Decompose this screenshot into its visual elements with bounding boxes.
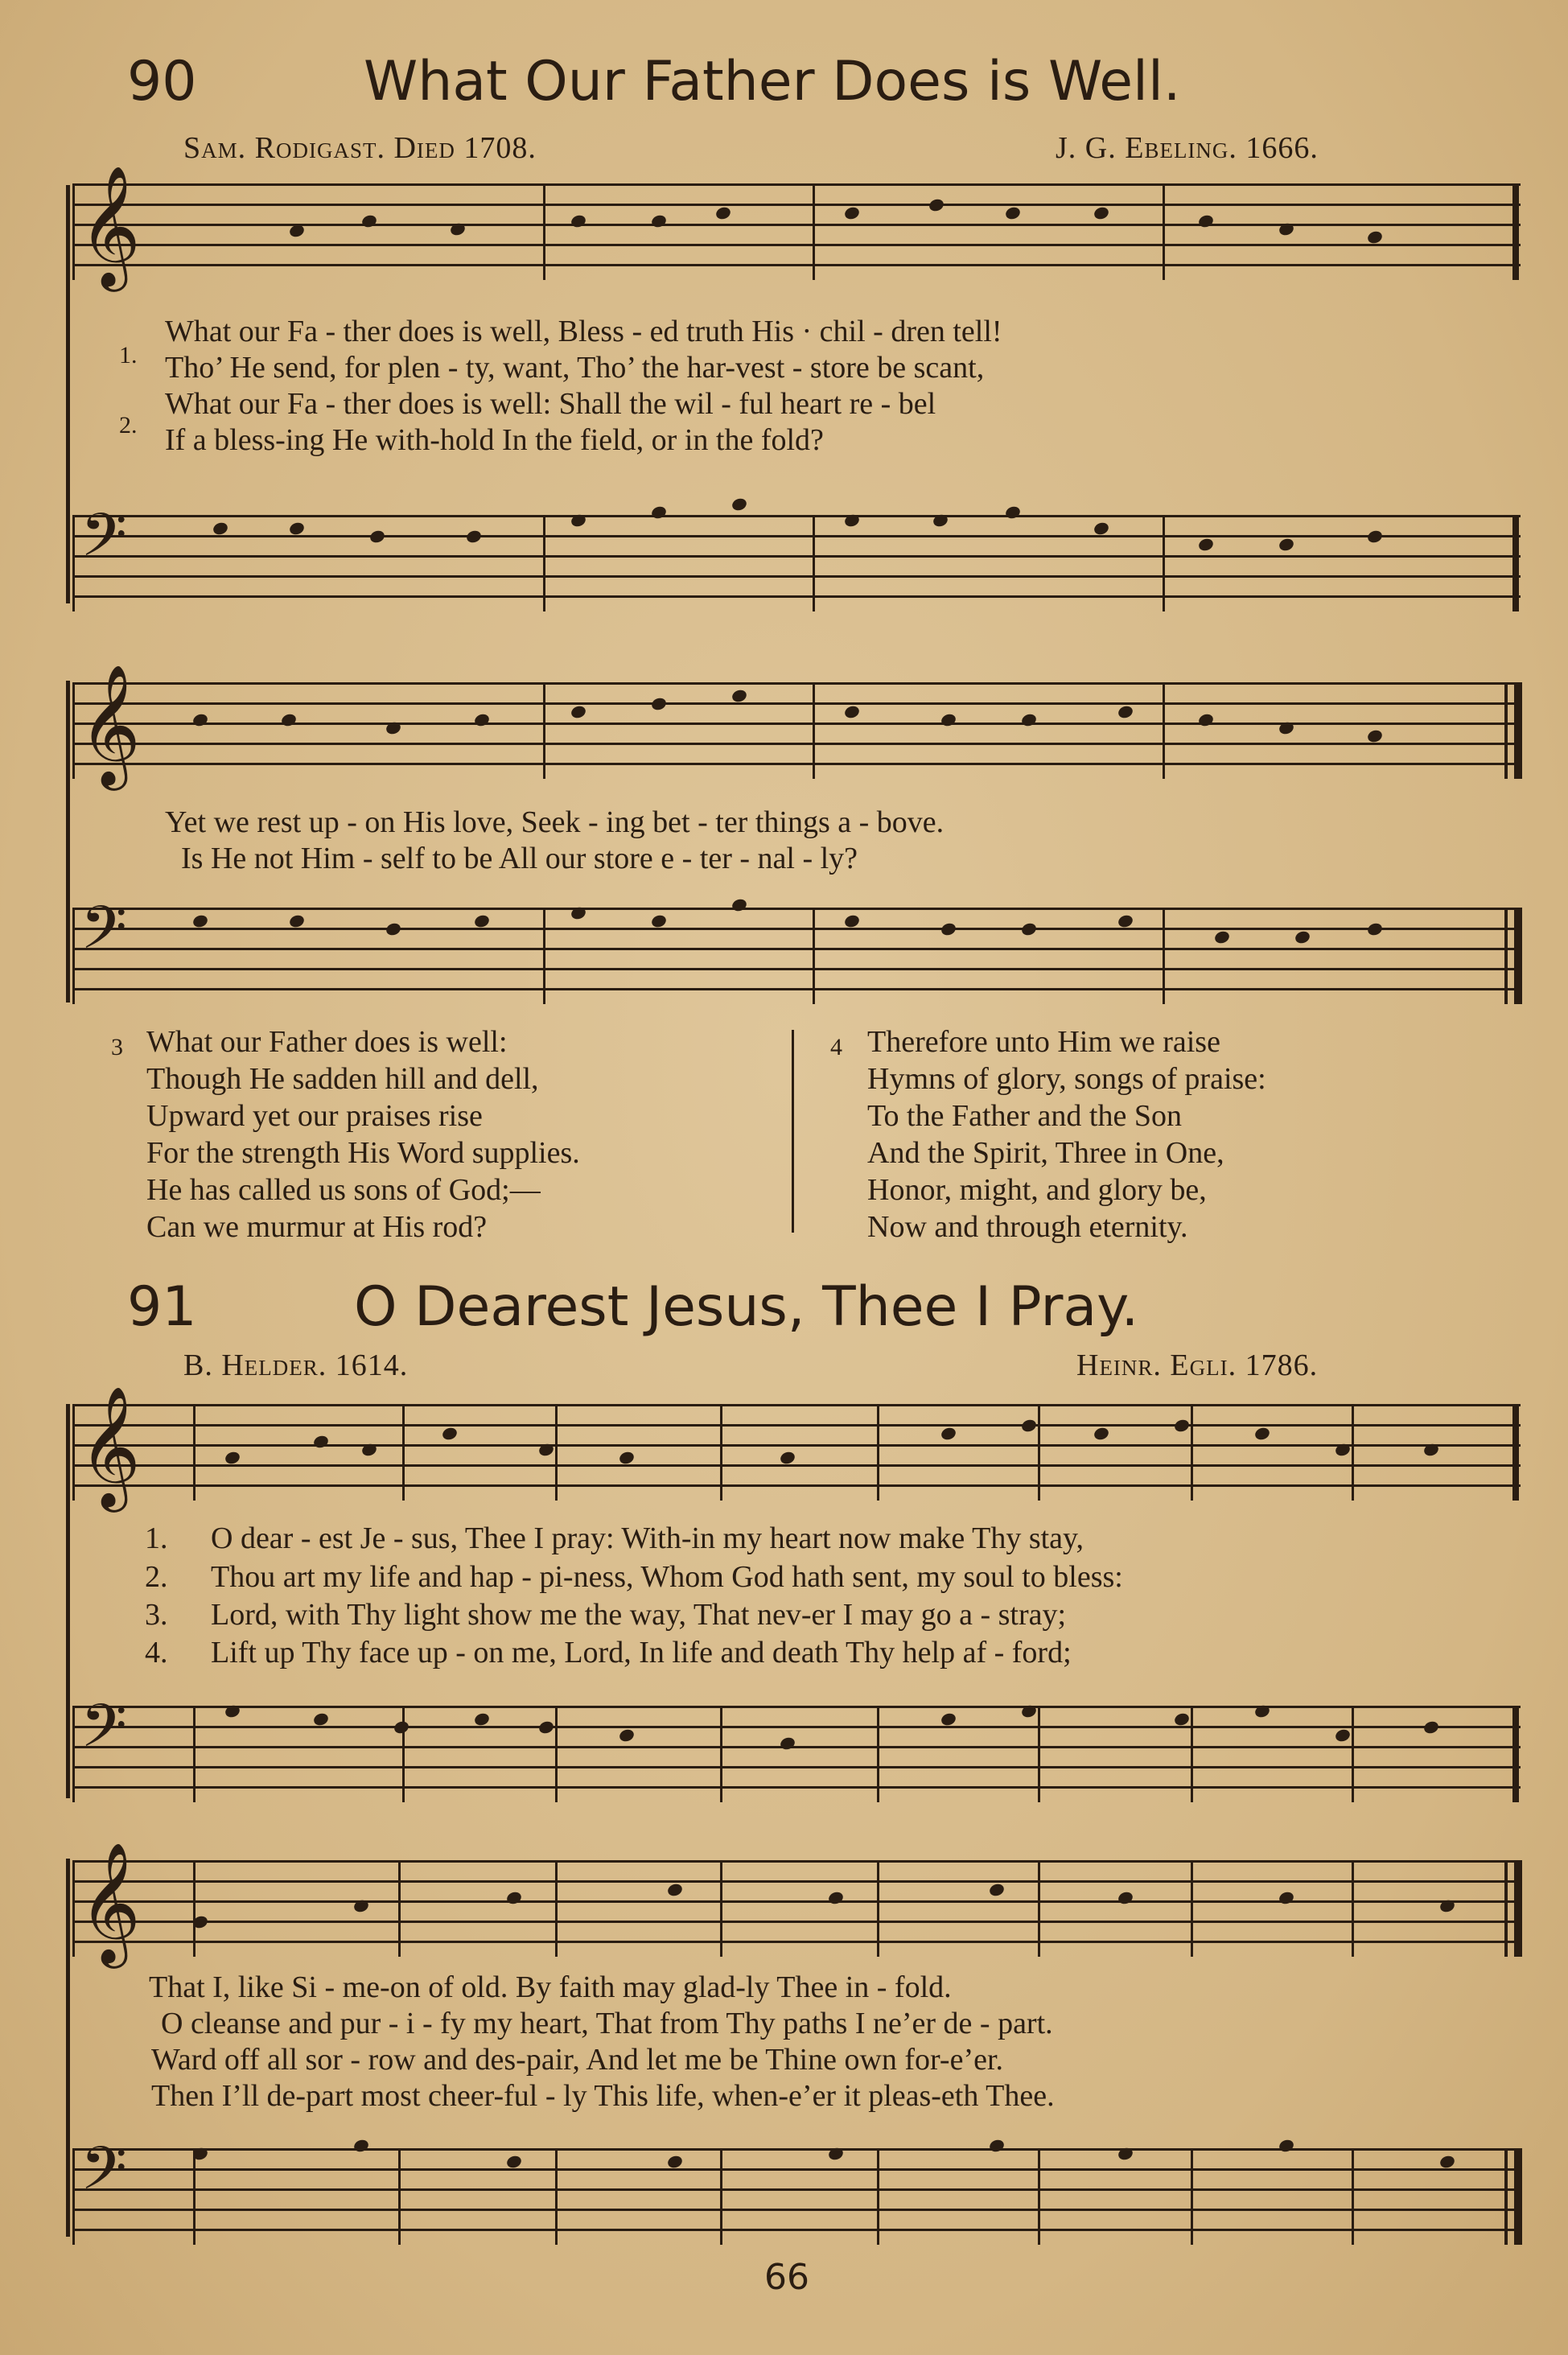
- lyric-line: Is He not Him - self to be All our store e - ter - nal - ly?: [181, 842, 858, 875]
- verse-number: 3: [111, 1034, 123, 1060]
- bass-staff: [72, 1691, 1521, 1802]
- lyric-line: Lift up Thy face up - on me, Lord, In life and death Thy help af - ford;: [211, 1636, 1072, 1669]
- hymn-title: What Our Father Does is Well.: [364, 50, 1181, 113]
- treble-staff: [72, 663, 1521, 785]
- hymn-composer: Heinr. Egli. 1786.: [1076, 1348, 1319, 1382]
- lyric-line: Lord, with Thy light show me the way, That nev-er I may go a - stray;: [211, 1598, 1067, 1632]
- verse-4: Therefore unto Him we raise Hymns of glory, songs of praise: To the Father and the Son And the Spirit, Three in One, Honor, might, and glory be, Now and through eternity.: [867, 1025, 1266, 1244]
- bass-clef-icon: 𝄢: [80, 893, 127, 978]
- hymn-composer: J. G. Ebeling. 1666.: [1056, 131, 1319, 165]
- verse-number: 4.: [145, 1636, 168, 1669]
- hymn-91-header: [0, 1275, 1568, 1348]
- bass-staff: [72, 500, 1521, 611]
- verse-number: 3.: [145, 1598, 168, 1632]
- hymn-title: O Dearest Jesus, Thee I Pray.: [354, 1275, 1139, 1339]
- verse-number: 1.: [145, 1521, 168, 1555]
- bass-clef-icon: 𝄢: [80, 2134, 127, 2218]
- lyric-line: O dear - est Je - sus, Thee I pray: With-in my heart now make Thy stay,: [211, 1521, 1084, 1555]
- lyric-line: What our Fa - ther does is well: Shall the wil - ful heart re - bel: [165, 387, 936, 421]
- system-brace: [66, 1404, 70, 1798]
- verse-3: What our Father does is well: Though He sadden hill and dell, Upward yet our praises rise For the strength His Word supplies. He has called us sons of God;— Can we murmur at His rod?: [146, 1025, 580, 1244]
- treble-clef-icon: 𝄞: [79, 164, 141, 286]
- verse-number: 1.: [119, 342, 138, 368]
- verse-number: 4: [830, 1034, 842, 1060]
- system-brace: [66, 681, 70, 1003]
- treble-clef-icon: 𝄞: [79, 663, 141, 785]
- bass-clef-icon: 𝄢: [80, 500, 127, 585]
- lyric-line: That I, like Si - me-on of old. By faith may glad-ly Thee in - fold.: [149, 1970, 952, 2004]
- treble-staff: [72, 1385, 1521, 1507]
- hymn-number: 91: [127, 1275, 197, 1339]
- treble-clef-icon: 𝄞: [79, 1841, 141, 1963]
- lyric-line: O cleanse and pur - i - fy my heart, That from Thy paths I ne’er de - part.: [161, 2007, 1053, 2040]
- lyric-line: Tho’ He send, for plen - ty, want, Tho’ the har-vest - store be scant,: [165, 351, 985, 385]
- verse-number: 2.: [145, 1560, 168, 1594]
- hymn-number: 90: [127, 50, 197, 113]
- bass-staff: [72, 2134, 1521, 2245]
- page-number: 66: [764, 2257, 809, 2298]
- system-brace: [66, 1859, 70, 2237]
- lyric-line: Yet we rest up - on His love, Seek - ing bet - ter things a - bove.: [165, 805, 945, 839]
- bass-staff: [72, 893, 1521, 1004]
- lyric-line: Thou art my life and hap - pi-ness, Whom God hath sent, my soul to bless:: [211, 1560, 1123, 1594]
- system-brace: [66, 185, 70, 603]
- column-divider: [792, 1030, 794, 1233]
- lyric-line: If a bless-ing He with-hold In the field, or in the fold?: [165, 423, 824, 457]
- lyric-line: What our Fa - ther does is well, Bless - ed truth His · chil - dren tell!: [165, 315, 1002, 348]
- treble-staff: [72, 164, 1521, 286]
- lyric-line: Then I’ll de-part most cheer-ful - ly This life, when-e’er it pleas-eth Thee.: [151, 2079, 1055, 2113]
- hymn-author: B. Helder. 1614.: [183, 1348, 409, 1382]
- hymn-author: Sam. Rodigast. Died 1708.: [183, 131, 537, 165]
- bass-clef-icon: 𝄢: [80, 1691, 127, 1776]
- verse-number: 2.: [119, 412, 138, 438]
- treble-staff: [72, 1841, 1521, 1963]
- treble-clef-icon: 𝄞: [79, 1385, 141, 1507]
- lyric-line: Ward off all sor - row and des-pair, And let me be Thine own for-e’er.: [151, 2043, 1004, 2077]
- hymn-90-header: [0, 50, 1568, 122]
